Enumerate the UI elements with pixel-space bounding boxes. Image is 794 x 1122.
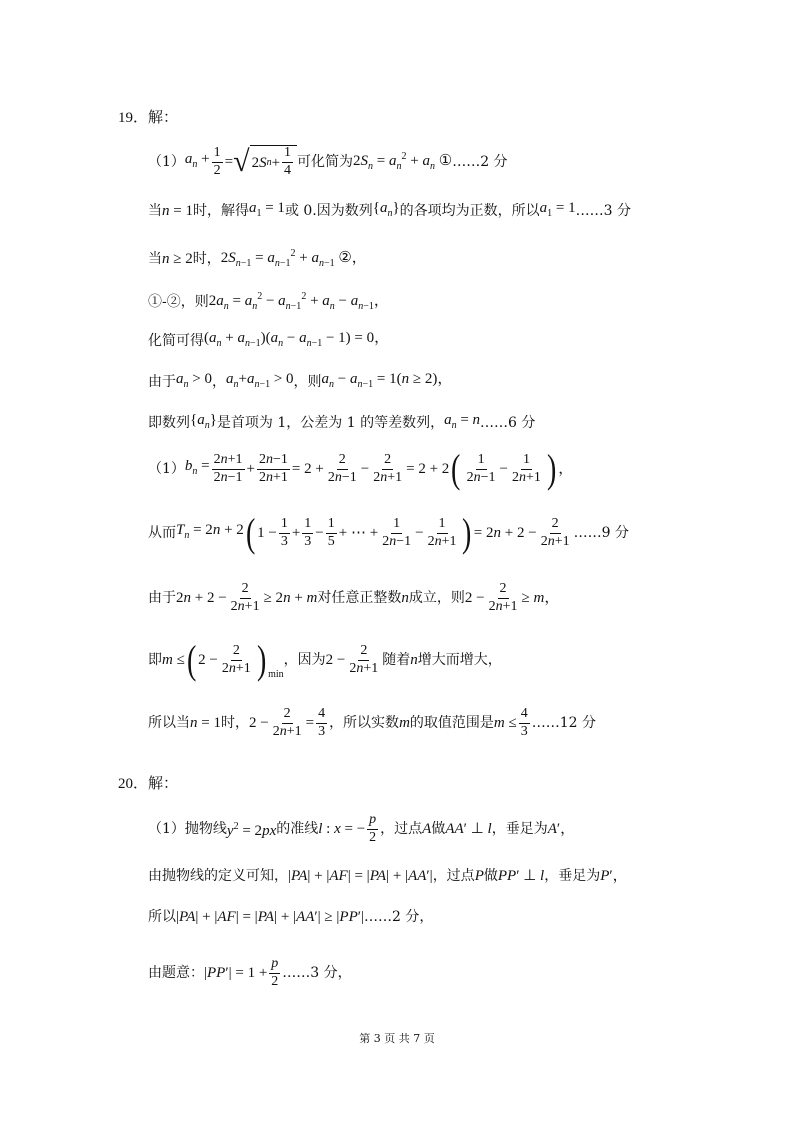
- q19-line-5: 化简可得 $(a_n + a_{n-1})(a_n - a_{n-1} - 1) = 0$，: [148, 330, 390, 349]
- q19-line-4: ①-②，则 $2a_n = a_n^2 - a_{n-1}^2 + a_n - a_{n-1}$，: [148, 291, 389, 312]
- q20-line-1: （1）抛物线 $y^2 = 2px$ 的准线 l : x = − $\frac{p}{2}$ ，过点 A 做 AA′ ⊥ l ，垂足为 A′，: [148, 811, 576, 845]
- q19-line-9: 从而 $T_n = 2n + 2$ ( 1 − $\frac{1}{3}$ + $\frac{1}{3}$ − $\frac{1}{5}$ + ⋯ + $\frac{1}{2n-1}$ − $\frac{1}{2n+1}$ ) = 2n + 2 − $\frac{2}{2n+1}$ ……9 分: [148, 510, 629, 555]
- q20-line-2: 由抛物线的定义可知， |PA| + |AF| = |PA| + |AA′| ，过点 P 做 PP′ ⊥ l ，垂足为 P′，: [148, 868, 628, 884]
- q19-line-3: 当 n ≥ 2 时， $2S_{n-1} = a_{n-1}^2 + a_{n-1}$ ②，: [148, 248, 367, 269]
- q19-heading: 19．解：: [118, 110, 179, 126]
- q19-line-8: （1） $b_n$ = $\frac{2n+1}{2n-1}$ + $\frac{2n-1}{2n+1}$ = 2 + $\frac{2}{2n-1}$ − $\frac{2}{2n+1}$ = 2 + 2 ( $\frac{1}{2n-1}$ − $\frac{1}{2n+1}$ ) ，: [148, 446, 574, 491]
- q19-line-6: 由于 $a_n > 0$ ， $a_n+a_{n-1} > 0$ ，则 $a_n - a_{n-1} = 1(n \ge 2)$，: [148, 371, 453, 390]
- q19-line-11: 即 m ≤ ( 2 − $\frac{2}{2n+1}$ ) min ，因为 2 − $\frac{2}{2n+1}$ 随着 n 增大而增大，: [148, 637, 502, 682]
- q19-line-2: 当 n = 1 时，解得 $a_1 = 1$ 或 0.因为数列 $\{a_n\}$ 的各项均为正数，所以 $a_1 = 1$ ……3 分: [148, 200, 631, 219]
- q20-heading: 20．解：: [118, 776, 179, 792]
- q20-line-3: 所以 |PA| + |AF| = |PA| + |AA′| ≥ |PP′| ……2 分，: [148, 909, 434, 925]
- q19-line-12: 所以当 n = 1 时， 2 − $\frac{2}{2n+1}$ = $\frac{4}{3}$ ，所以实数 m 的取值范围是 m ≤ $\frac{4}{3}$ ……12 分: [148, 705, 596, 739]
- page-footer: 第 3 页 共 7 页: [359, 1032, 435, 1045]
- q19-line-10: 由于 2n + 2 − $\frac{2}{2n+1}$ ≥ 2n + m 对任意正整数 n 成立，则 2 − $\frac{2}{2n+1}$ ≥ m，: [148, 580, 560, 614]
- q20-line-4: 由题意： |PP′| = 1 + $\frac{p}{2}$ ……3 分，: [148, 955, 352, 989]
- q19-line-1: （1） $a_n$ + $\frac{1}{2}$ = √ 2 S n + $\frac{1}{4}$ 可化简为 $2S_n = a_n^2 + a_n$ ① ……2 分: [148, 144, 508, 178]
- q19-line-7: 即数列 $\{a_n\}$ 是首项为 1，公差为 1 的等差数列， $a_n = n$ ……6 分: [148, 412, 536, 431]
